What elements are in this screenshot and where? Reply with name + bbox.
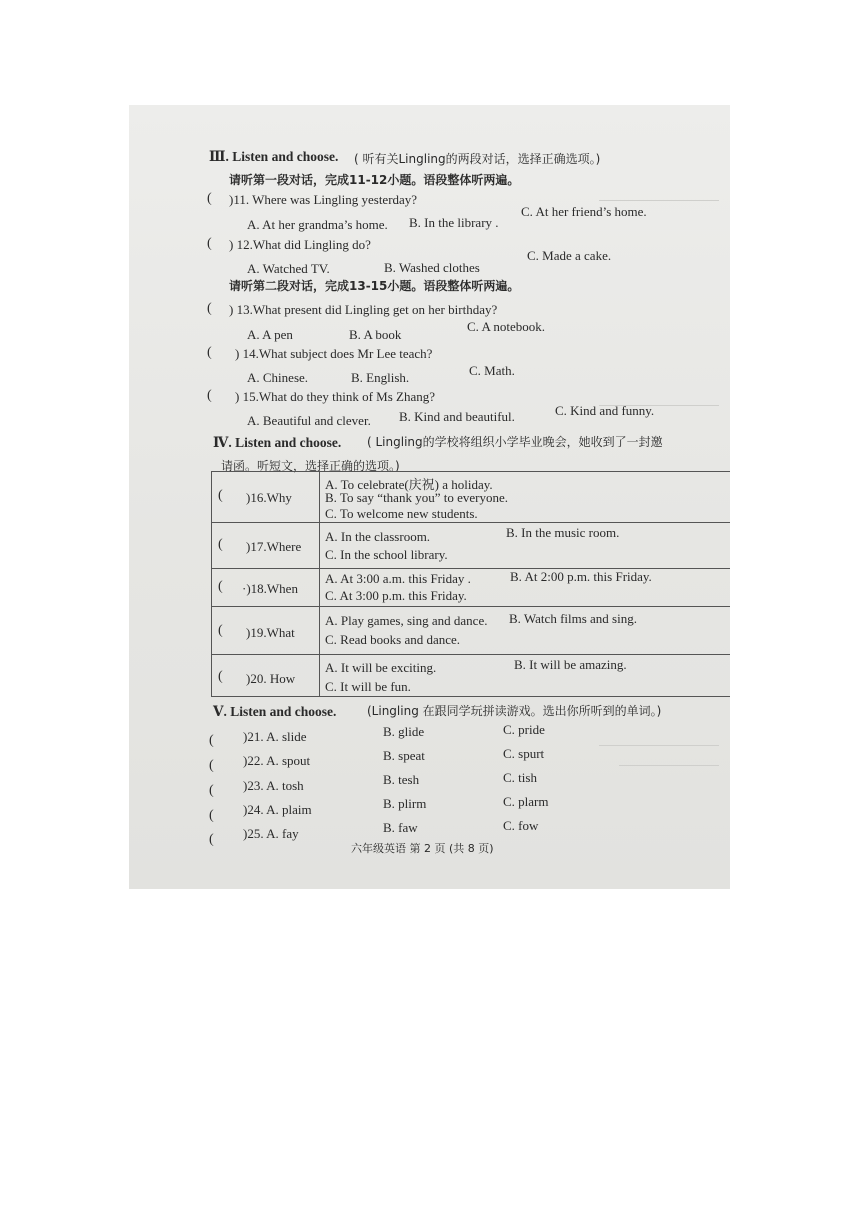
option-c: C. Made a cake.	[527, 248, 612, 263]
section3-title: Ⅲ. Listen and choose.	[209, 149, 339, 164]
answer-paren[interactable]: (	[218, 623, 223, 638]
option-b: B. Washed clothes	[384, 260, 480, 275]
row-label: ·)18.When	[242, 581, 298, 596]
section5-title: Ⅴ. Listen and choose.	[213, 704, 337, 719]
answer-paren[interactable]: (	[207, 345, 212, 360]
option-a: A. Chinese.	[247, 370, 309, 385]
answer-paren[interactable]: (	[209, 758, 214, 773]
option-c: C. tish	[503, 770, 537, 785]
option-c: C. Read books and dance.	[325, 632, 461, 647]
section4-title-cn: ( Lingling的学校将组织小学毕业晚会，她收到了一封邀	[367, 435, 663, 449]
option-b: B. In the music room.	[506, 525, 620, 540]
option-a: A. Play games, sing and dance.	[325, 613, 488, 628]
answer-paren[interactable]: (	[218, 537, 223, 552]
question-21: )21. A. slide	[243, 729, 307, 744]
section3-title-cn: ( 听有关Lingling的两段对话，选择正确选项。)	[354, 152, 601, 166]
option-b: B. Kind and beautiful.	[399, 409, 515, 424]
option-b: B. plirm	[383, 796, 427, 811]
answer-paren[interactable]: (	[209, 808, 214, 823]
option-c: C. It will be fun.	[325, 679, 411, 694]
question-11: )11. Where was Lingling yesterday?	[229, 192, 418, 207]
option-b: B. English.	[351, 370, 410, 385]
option-c: C. Kind and funny.	[555, 403, 655, 418]
option-c: C. To welcome new students.	[325, 506, 478, 521]
answer-paren[interactable]: (	[209, 832, 214, 847]
table-row	[212, 472, 730, 523]
option-b: B. tesh	[383, 772, 420, 787]
answer-paren[interactable]: (	[207, 301, 212, 316]
option-c: C. At 3:00 p.m. this Friday.	[325, 588, 467, 603]
option-c: C. In the school library.	[325, 547, 448, 562]
question-25: )25. A. fay	[243, 826, 299, 841]
option-c: C. A notebook.	[467, 319, 546, 334]
section4-title-cn-2: 请函。听短文，选择正确的选项。)	[221, 459, 400, 473]
exam-page-photo	[129, 105, 730, 889]
option-a: A. It will be exciting.	[325, 660, 437, 675]
question-24: )24. A. plaim	[243, 802, 312, 817]
table-row	[212, 655, 730, 698]
option-a: A. At her grandma’s home.	[247, 217, 388, 232]
option-b: B. In the library .	[409, 215, 499, 230]
answer-paren[interactable]: (	[218, 669, 223, 684]
answer-paren[interactable]: (	[207, 191, 212, 206]
option-b: B. Watch films and sing.	[509, 611, 637, 626]
option-c: C. pride	[503, 722, 545, 737]
bleed-line	[619, 765, 719, 766]
row-label: )20. How	[246, 671, 296, 686]
question-22: )22. A. spout	[243, 753, 311, 768]
answer-paren[interactable]: (	[209, 783, 214, 798]
option-a: A. Beautiful and clever.	[247, 413, 371, 428]
option-a: A. In the classroom.	[325, 529, 431, 544]
answer-paren[interactable]: (	[207, 388, 212, 403]
bleed-line	[599, 200, 719, 201]
question-15: ) 15.What do they think of Ms Zhang?	[235, 389, 436, 404]
question-13: ) 13.What present did Lingling get on her birthday?	[229, 302, 498, 317]
option-c: C. plarm	[503, 794, 549, 809]
row-label: )16.Why	[246, 490, 292, 505]
page-footer: 六年级英语 第 2 页 (共 8 页)	[351, 842, 494, 855]
option-b: B. A book	[349, 327, 402, 342]
answer-paren[interactable]: (	[218, 488, 223, 503]
option-b: B. speat	[383, 748, 425, 763]
option-a: A. A pen	[247, 327, 293, 342]
option-b: B. It will be amazing.	[514, 657, 627, 672]
option-b: B. faw	[383, 820, 418, 835]
section3-instruction-1: 请听第一段对话，完成11-12小题。语段整体听两遍。	[229, 173, 520, 187]
option-c: C. fow	[503, 818, 539, 833]
table-row	[212, 569, 730, 607]
answer-paren[interactable]: (	[209, 733, 214, 748]
option-c: C. At her friend’s home.	[521, 204, 647, 219]
question-23: )23. A. tosh	[243, 778, 304, 793]
option-a: A. Watched TV.	[247, 261, 330, 276]
option-a: A. At 3:00 a.m. this Friday .	[325, 571, 471, 586]
invitation-table	[211, 471, 730, 697]
row-label: )19.What	[246, 625, 295, 640]
table-row	[212, 523, 730, 569]
answer-paren[interactable]: (	[218, 579, 223, 594]
option-b: B. glide	[383, 724, 425, 739]
option-c: C. spurt	[503, 746, 545, 761]
section3-instruction-2: 请听第二段对话，完成13-15小题。语段整体听两遍。	[229, 279, 520, 293]
option-b: B. At 2:00 p.m. this Friday.	[510, 569, 652, 584]
option-c: C. Math.	[469, 363, 515, 378]
table-row	[212, 607, 730, 655]
section4-title: Ⅳ. Listen and choose.	[213, 435, 342, 450]
question-14: ) 14.What subject does Mr Lee teach?	[235, 346, 433, 361]
bleed-line	[599, 745, 719, 746]
section5-title-cn: (Lingling 在跟同学玩拼读游戏。选出你所听到的单词。)	[367, 704, 662, 718]
option-b: B. To say “thank you” to everyone.	[325, 490, 508, 505]
answer-paren[interactable]: (	[207, 236, 212, 251]
row-label: )17.Where	[246, 539, 302, 554]
question-12: ) 12.What did Lingling do?	[229, 237, 371, 252]
option-a: A. To celebrate(庆祝) a holiday.	[325, 477, 493, 492]
